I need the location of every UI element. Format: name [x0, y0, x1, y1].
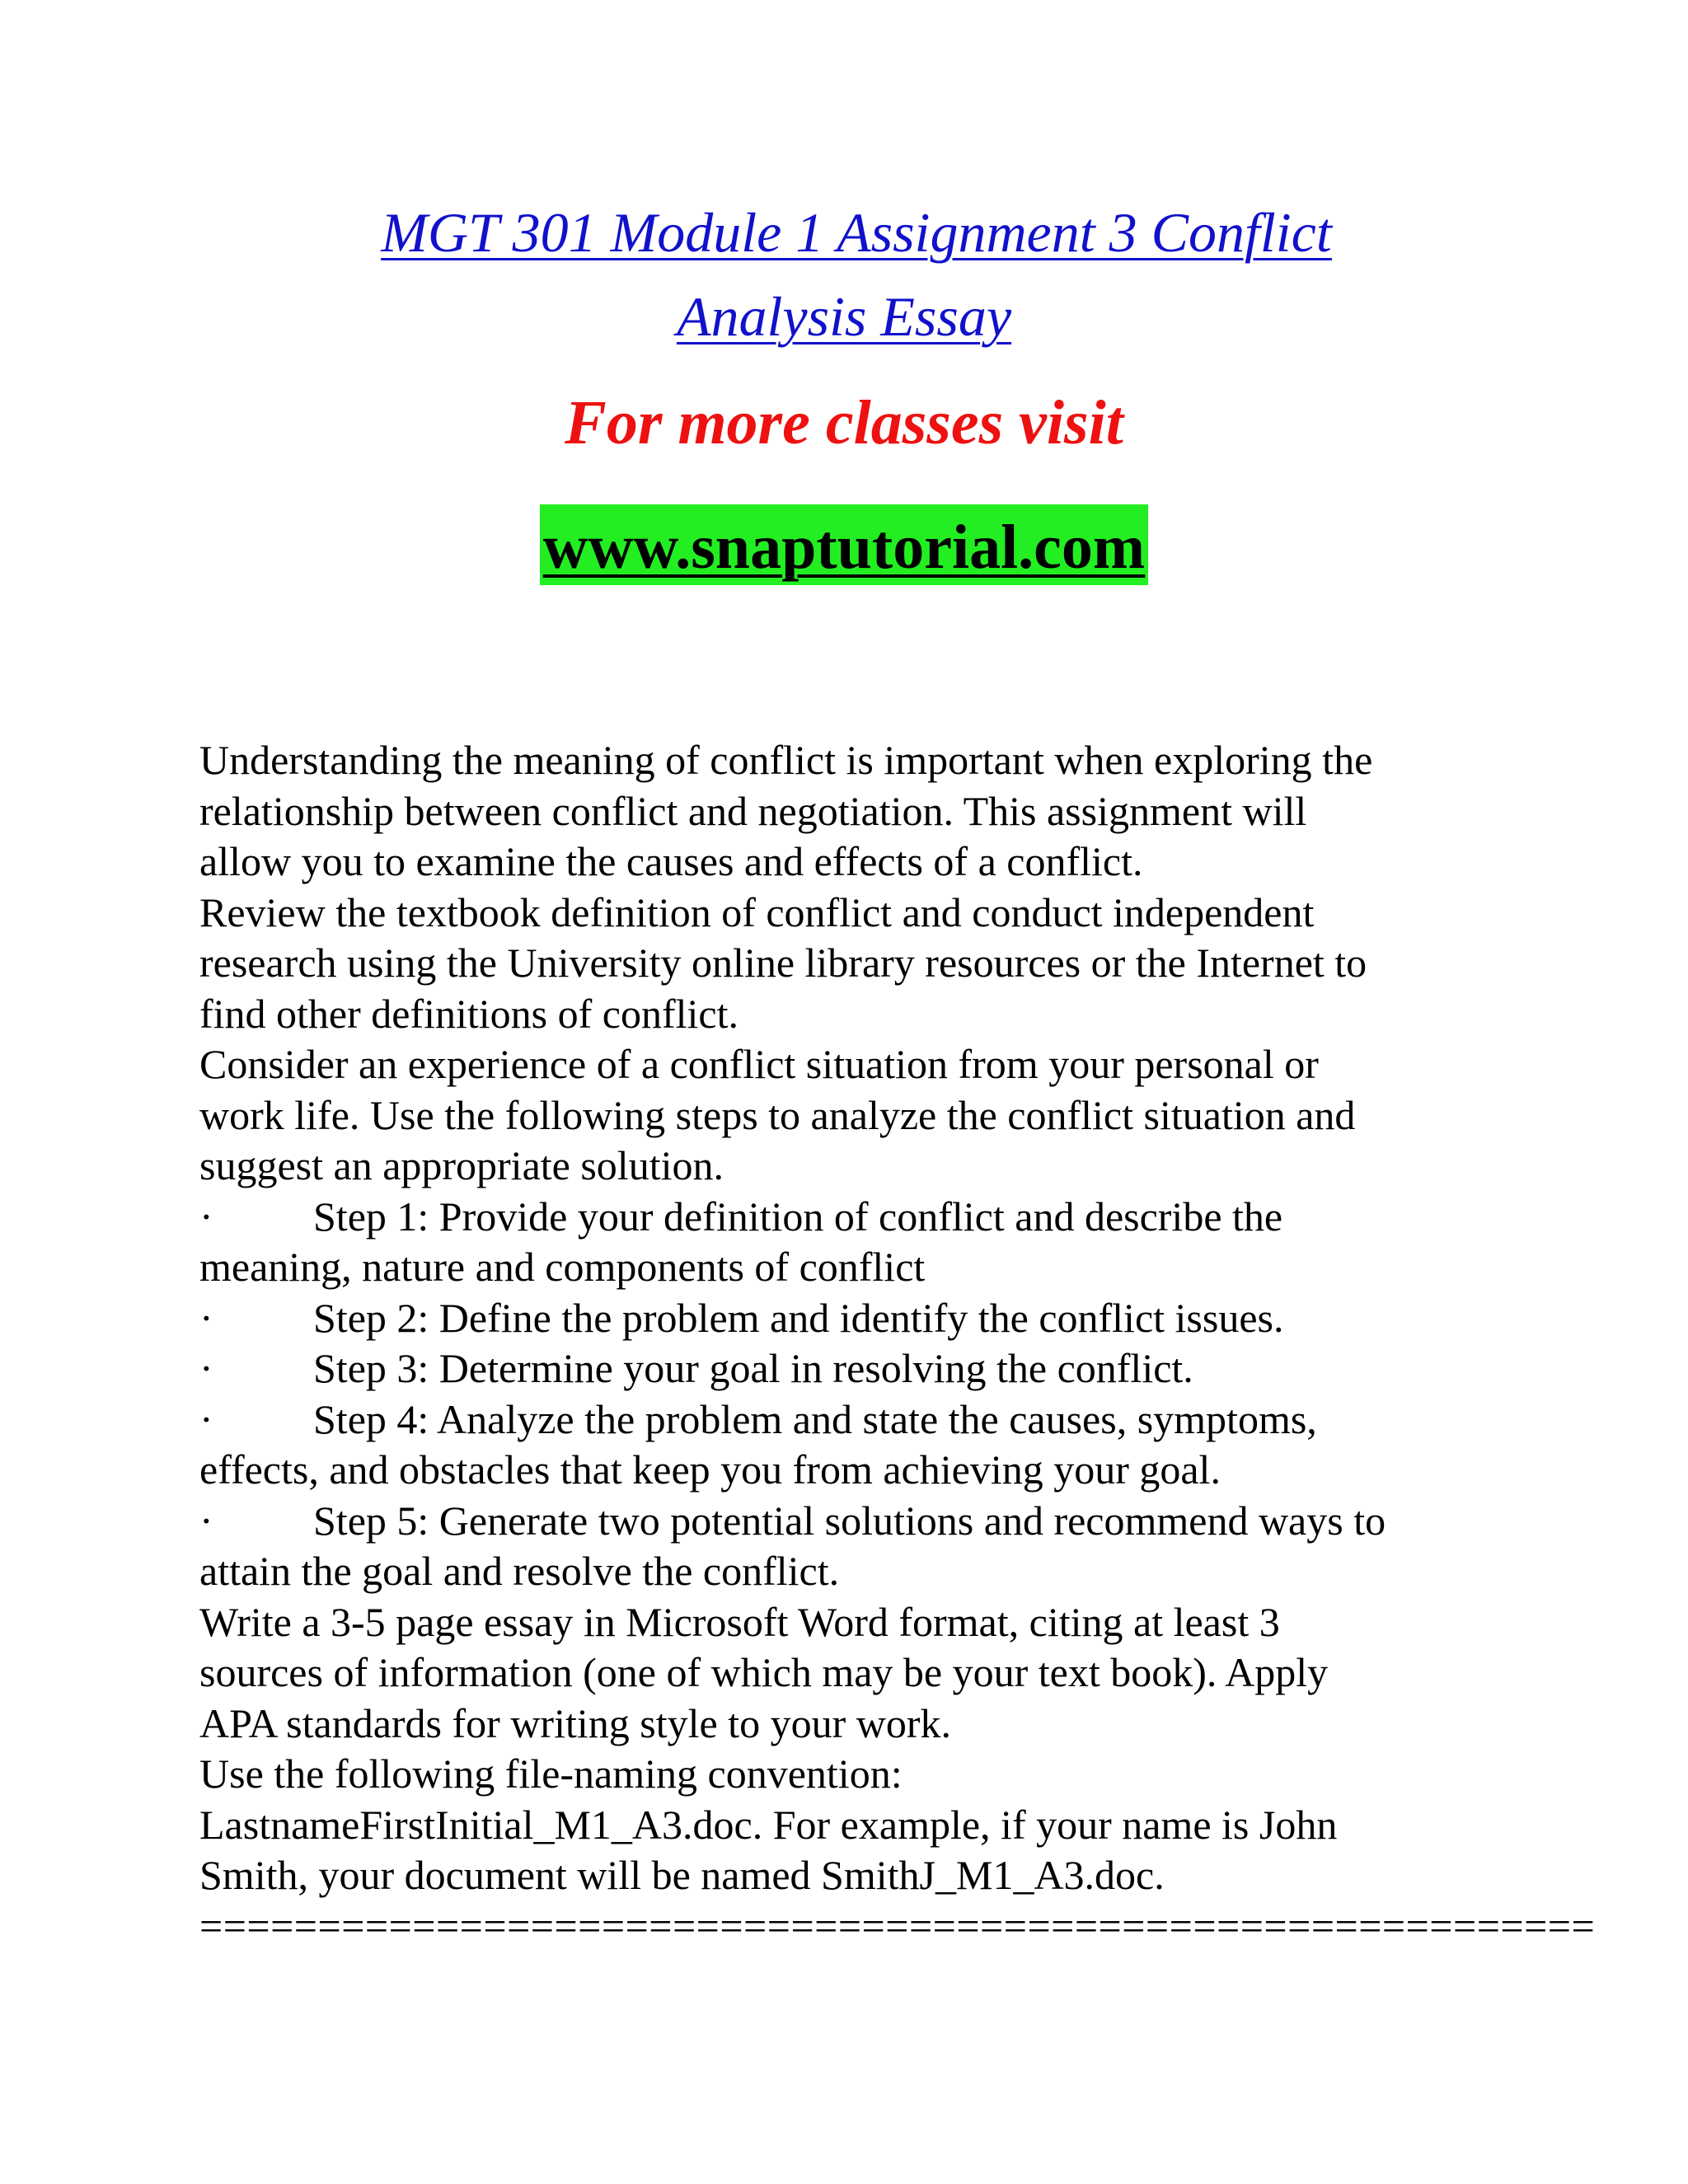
body-line: work life. Use the following steps to analyze the conflict situation and [199, 1091, 1356, 1138]
body-line: relationship between conflict and negotiation. This assignment will [199, 787, 1307, 834]
step-continuation: effects, and obstacles that keep you from achieving your goal. [199, 1446, 1221, 1493]
step-item [199, 1343, 1485, 1394]
title-link-line-1[interactable]: MGT 301 Module 1 Assignment 3 Conflict [381, 201, 1332, 264]
body-line: suggest an appropriate solution. [199, 1142, 724, 1188]
step-text: Step 5: Generate two potential solutions and recommend ways to [313, 1497, 1386, 1544]
bullet-icon: · [199, 1294, 213, 1341]
title-link-line-2[interactable]: Analysis Essay [676, 285, 1012, 348]
body-line: Understanding the meaning of conflict is important when exploring the [199, 737, 1373, 783]
bullet-icon: · [199, 1193, 213, 1240]
bullet-icon: · [199, 1497, 213, 1544]
closing-line: APA standards for writing style to your work. [199, 1699, 951, 1746]
promo-text: For more classes visit [565, 388, 1123, 457]
body-line: Consider an experience of a conflict situation from your personal or [199, 1041, 1319, 1087]
step-continuation: attain the goal and resolve the conflict. [199, 1548, 840, 1594]
step-item [199, 1496, 1485, 1547]
site-link[interactable]: www.snaptutorial.com [540, 504, 1148, 585]
body-line: allow you to examine the causes and effects of a conflict. [199, 838, 1143, 884]
closing-line: LastnameFirstInitial_M1_A3.doc. For example, if your name is John [199, 1801, 1338, 1848]
closing-line: Write a 3-5 page essay in Microsoft Word format, citing at least 3 [199, 1598, 1280, 1645]
step-item [199, 1394, 1485, 1446]
step-item [199, 1293, 1485, 1344]
step-continuation: meaning, nature and components of conflict [199, 1244, 926, 1290]
body-line: research using the University online library resources or the Internet to [199, 940, 1367, 986]
title-line-1[interactable] [0, 201, 1688, 264]
divider-rule: =========================================================== [199, 1902, 1596, 1949]
body-line: Review the textbook definition of conflict and conduct independent [199, 888, 1315, 935]
bullet-icon: · [199, 1395, 213, 1442]
step-text: Step 2: Define the problem and identify the conflict issues. [313, 1294, 1284, 1341]
site-link-wrapper [0, 504, 1688, 585]
body-line: find other definitions of conflict. [199, 990, 739, 1037]
step-text: Step 3: Determine your goal in resolving the conflict. [313, 1345, 1193, 1391]
step-item [199, 1192, 1485, 1243]
step-text: Step 1: Provide your definition of conflict and describe the [313, 1193, 1283, 1240]
closing-line: Use the following file-naming convention: [199, 1750, 903, 1797]
bullet-icon: · [199, 1345, 213, 1391]
title-line-2[interactable] [0, 285, 1688, 348]
closing-line: Smith, your document will be named SmithJ_M1_A3.doc. [199, 1852, 1165, 1898]
assignment-body [199, 735, 1596, 1952]
step-text: Step 4: Analyze the problem and state the causes, symptoms, [313, 1395, 1317, 1442]
closing-line: sources of information (one of which may be your text book). Apply [199, 1649, 1329, 1695]
